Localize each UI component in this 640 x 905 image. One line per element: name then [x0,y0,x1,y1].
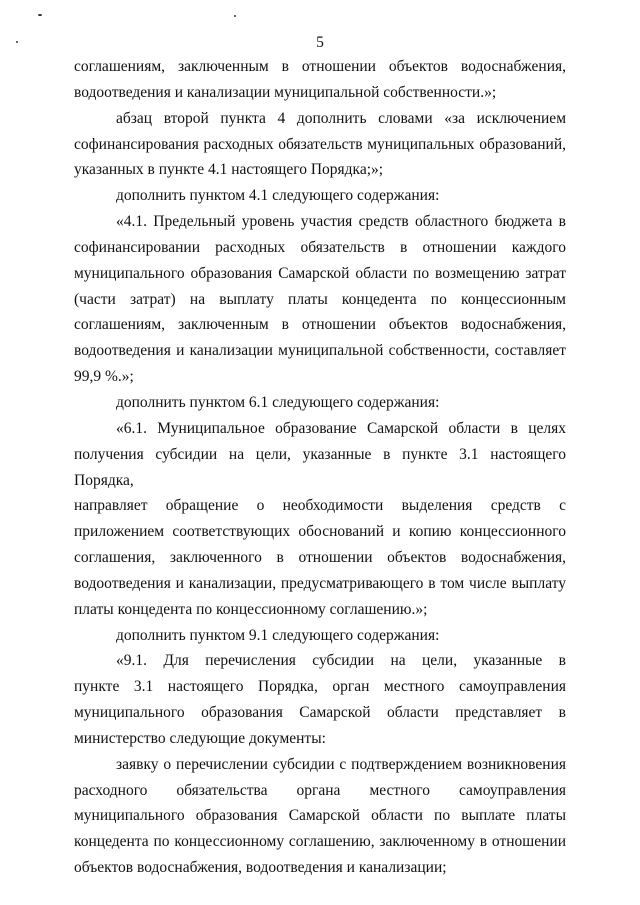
text-line: соглашениям, заключенным в отношении объектов водоснабжения, [74,58,566,75]
text-line: водоотведения и канализации, предусматривающего в том числе выплату [74,574,566,592]
text-line: (части затрат) на выплату платы концедента по концессионным [74,290,566,308]
text-line: соглашениям, заключенным в отношении объектов водоснабжения, [74,316,566,334]
text-line: муниципального образования Самарской области по возмещению затрат [74,264,566,282]
text-line: платы концедента по концессионному соглашению.»; [74,600,428,618]
text-line: министерство следующие документы: [74,729,326,747]
text-line: дополнить пунктом 6.1 следующего содержания: [116,393,440,411]
text-line: водоотведения и канализации муниципальной собственности, составляет [74,342,566,360]
text-line: 99,9 %.»; [74,368,134,386]
text-line: приложением соответствующих обоснований и копию концессионного [74,523,566,541]
text-line: дополнить пунктом 4.1 следующего содержания: [116,187,440,205]
text-line: получения субсидии на цели, указанные в пункте 3.1 настоящего Порядка, [74,445,566,489]
text-line: указанных в пункте 4.1 настоящего Порядка;»; [74,161,384,179]
text-line: соглашения, заключенного в отношении объектов водоснабжения, [74,549,566,567]
text-line: объектов водоснабжения, водоотведения и канализации; [74,859,447,877]
text-line: заявку о перечислении субсидии с подтверждением возникновения [116,755,566,773]
text-line: пункте 3.1 настоящего Порядка, орган местного самоуправления [74,678,566,696]
text-line: «9.1. Для перечисления субсидии на цели, указанные в [116,652,566,670]
text-line: софинансирования расходных обязательств муниципальных образований, [74,135,566,153]
page-number: 5 [316,34,324,51]
document-body [74,54,566,881]
text-line: абзац второй пункта 4 дополнить словами «за исключением [116,109,566,127]
text-line: концедента по концессионному соглашению, заключенному в отношении [74,833,566,851]
text-line: направляет обращение о необходимости выделения средств с [74,497,566,515]
text-line: софинансировании расходных обязательств в отношении каждого [74,238,566,256]
text-line: водоотведения и канализации муниципальной собственности.»; [74,83,497,101]
text-line: «4.1. Предельный уровень участия средств областного бюджета в [116,213,566,231]
text-line: «6.1. Муниципальное образование Самарской области в целях [116,419,566,437]
text-line: муниципального образования Самарской области по выплате платы [74,807,566,825]
text-line: расходного обязательства органа местного самоуправления [74,781,566,799]
text-line: дополнить пунктом 9.1 следующего содержания: [116,626,440,644]
text-line: муниципального образования Самарской области представляет в [74,704,566,722]
